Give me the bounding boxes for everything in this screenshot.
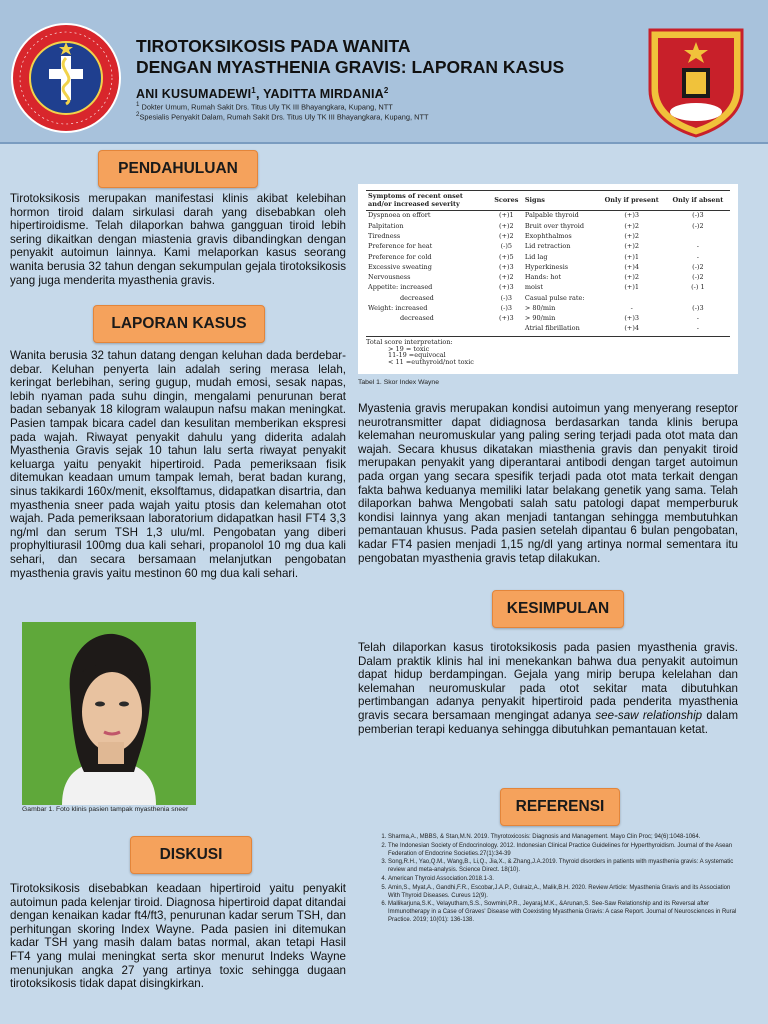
reference-item: 2. The Indonesian Society of Endocrinology. 2012. Indonesian Clinical Practice Guidelines for Hyperthyroidism. Journal of the Asean Federation of Endocrine Societies.27(1):34-39 [388, 843, 742, 859]
table-cell: (+)3 [498, 314, 514, 323]
table-header: Scores [490, 191, 523, 211]
affiliation-2: $^2$Spesialis Penyakit Dalam, Rumah Sakit Drs. Titus Uly TK III Bhayangkara, Kupang, NTT [136, 111, 429, 122]
table-cell: (-)2 [692, 262, 704, 271]
table-cell: Preference for heat [368, 242, 433, 251]
reference-item: 5. Amin,S., Myat,A., Gandhi,F.R., Escobar,J.A.P., Gulraiz,A., Malik,B.H. 2020. Review Article: Myasthenia Gravis and its Association With Thyroid Diseases. Cureus 12(9). [388, 885, 742, 901]
table-cell: (+)2 [498, 273, 514, 282]
table-cell: Lid lag [524, 252, 548, 261]
table-cell [666, 232, 730, 242]
interp-line: 11-19 =equivocal [388, 351, 446, 360]
table-row [366, 293, 730, 303]
affiliation-1: $^1$ Dokter Umum, Rumah Sakit Drs. Titus Uly TK III Bhayangkara, Kupang, NTT [136, 101, 393, 112]
table-cell: (+)2 [498, 221, 514, 230]
table-cell: (+)3 [624, 211, 639, 220]
interp-line: > 19 = toxic [388, 344, 430, 353]
table-cell: (+)5 [498, 252, 514, 261]
table-cell: Nervousness [368, 273, 411, 282]
table-cell: (-)3 [692, 211, 704, 220]
table-row [366, 242, 730, 252]
wayne-index-table [358, 184, 738, 374]
table-cell [666, 293, 730, 303]
table-cell: decreased [400, 293, 434, 302]
pendahuluan-text: Tirotoksikosis merupakan manifestasi klinis akibat kelebihan hormon tiroid dalam sirkulasi darah yang disebabkan oleh hipertiroidisme. Telah dilaporkan bahwa gangguan tiroid lebih sering dikaitkan dengan miastenia gravis dibandingkan dengan penyakit autoimun lainnya. Kami melaporkan kasus seorang wanita berusia 32 tahun dengan sekumpulan gejala tirotoksikosis yang juga menderita myasthenia gravis. [10, 192, 346, 287]
section-referensi: REFERENSI [500, 788, 620, 826]
table-cell [490, 324, 523, 334]
table-row [366, 273, 730, 283]
table-header: Symptoms of recent onset and/or increased severity [366, 191, 490, 211]
table-row [366, 324, 730, 334]
table-cell: Palpable thyroid [524, 211, 579, 220]
diskusi-text: Tirotoksikosis disebabkan keadaan hipertiroid yaitu penyakit autoimun pada kelenjar tiroid. Diagnosa hipertiroid dapat ditandai dengan kenaikan kadar ft4/ft3, penurunan kadar serum TSH, dan perhitungan skoring Index Wayne. Pada pasien ini ditemukan kadar TSH yang masih dalam batas normal, akan tetapi Hasil FT4 yang mulai meningkat serta skor menurut Indeks Wayne menunjukan angka 27 yang artinya toxic sehingga dugaan tirotoksikosis tidak dapat disingkirkan. [10, 882, 346, 991]
table-cell: (-)3 [500, 293, 512, 302]
section-kesimpulan: KESIMPULAN [492, 590, 624, 628]
table-cell: (+)1 [624, 252, 639, 261]
kesimpulan-text: Telah dilaporkan kasus tirotoksikosis pada pasien myasthenia gravis. Dalam praktik klinis hal ini menekankan bahwa dua penyakit autoimun dapat hidup berdampingan. Gejala yang mirip berupa kelelahan dan kelemahan neuromuskular pada otot sekitar mata dibutuhkan pertimbangan adanya penyakit hipertiroid pada penderita myasthenia gravis secara bersamaan mengingat adanya see-saw relationship dalam pemberian terapi keduanya sehingga dibutuhkan pemantauan ketat. [358, 641, 738, 736]
table-cell: Excessive sweating [368, 262, 432, 271]
authors [136, 86, 389, 101]
table-cell: - [696, 242, 699, 251]
see-saw-term: see-saw relationship [595, 708, 703, 722]
table-row [366, 262, 730, 272]
table-row [366, 221, 730, 231]
table-cell: Bruit over thyroid [524, 221, 585, 230]
interp-head: Total score interpretation: [366, 338, 453, 347]
patient-portrait-icon [22, 622, 196, 805]
table-cell: - [696, 324, 699, 333]
reference-item: 1. Sharma,A., MBBS, & Stan,M.N. 2019. Thyrotoxicosis: Diagnosis and Management. Mayo Clin Proc; 94(6):1048-1064. [388, 834, 742, 842]
reference-item: 4. American Thyroid Association.2018.1-3. [388, 876, 742, 884]
table-cell: (+)3 [498, 283, 514, 292]
table-cell: Appetite: increased [368, 283, 433, 292]
table-cell: (-)5 [500, 242, 512, 251]
table-cell: Dyspnoea on effort [368, 211, 431, 220]
table-cell: (-)2 [692, 273, 704, 282]
title-line-1: TIROTOKSIKOSIS PADA WANITA [136, 36, 411, 56]
table-cell: - [630, 303, 633, 312]
table-row [366, 314, 730, 324]
interp-line: < 11 =euthyroid/not toxic [388, 357, 474, 366]
title-line-2: DENGAN MYASTHENIA GRAVIS: LAPORAN KASUS [136, 57, 565, 77]
section-diskusi: DISKUSI [130, 836, 252, 874]
reference-item: 3. Song,R.H., Yao,Q.M., Wang,B., Li,Q., Jia,X., & Zhang,J.A.2019. Thyroid disorders in patients with myasthenia gravis: A systematic review and meta-analysis. Science Direct. 18(10). [388, 859, 742, 875]
reference-item: 6. Mallikarjuna,S.K., Velayutham,S.S., Sowmini,P.R., Jeyaraj,M.K., &Arunan,S. See-Saw Relationship and its Reversal after Immunotherapy in a Case of Graves' Disease with Coexisting Myasthenia Gravis: A case Report. Journal of Neurosciences in Rural Practice. 2019; 10(01): 136-138. [388, 901, 742, 924]
author-2: , YADITTA MIRDANIA [255, 87, 384, 102]
table-row [366, 252, 730, 262]
author-1: ANI KUSUMADEWI [136, 87, 252, 102]
regional-emblem-icon [636, 20, 756, 138]
myastenia-text: Myastenia gravis merupakan kondisi autoimun yang menyerang reseptor neurotransmitter dapat didiagnosa berdasarkan tanda klinis berupa kelemahan neuromuskular yang paling sering terjadi pada otot mata dan wajah. Secara khusus dikatakan miasthenia gravis dan penyakit tiroid merupakan penyakit yang diperantarai antibodi dengan target autoimun pada organ yang secara spesifik terjadi pada otot mata terkait dengan fakta bahwa keduanya memiliki latar belakang genetik yang sama. Telah dilaporkan bahwa Mengobati salah satu patologi dapat memperburuk kondisi lainnya yang akan menjadi tantangan sehingga membutuhkan pemantauan khusus. Pada pasien setelah dipantau 6 bulan pengobatan, kadar FT4 pasien menjadi 1,15 ng/dl yang artinya normal sementara itu pengobatan myasthenia gravis tetap dilakukan. [358, 402, 738, 565]
author-1-sup: 1 [251, 86, 256, 95]
table-cell: Atrial fibrillation [524, 324, 580, 333]
table-cell: (+)2 [624, 221, 639, 230]
table-cell: Hands: hot [524, 273, 562, 282]
table-cell: (-)3 [500, 303, 512, 312]
table-cell [598, 293, 666, 303]
table-row [366, 211, 730, 222]
section-laporan-kasus: LAPORAN KASUS [93, 305, 265, 343]
poster-title [136, 36, 626, 78]
table-cell: - [696, 314, 699, 323]
table-cell: (+)2 [624, 242, 639, 251]
table-cell: (+)4 [624, 324, 639, 333]
score-interpretation [366, 336, 730, 365]
table-row [366, 283, 730, 293]
reference-list [370, 834, 742, 926]
table-cell: (+)3 [624, 314, 639, 323]
table-cell: (-) 1 [691, 283, 705, 292]
patient-photo [22, 622, 196, 805]
laporan-kasus-text: Wanita berusia 32 tahun datang dengan keluhan dada berdebar-debar. Keluhan penyerta lain adalah sering merasa lelah, keringat berlebihan, sering gugup, mudah emosi, sesak napas, lebih nyaman pada suhu dingin, mengalami penurunan berat badan sebanyak 18 kilogram walaupun nafsu makan meningkat. Pasien tampak bicara cadel dan kesulitan memberikan ekspresi pada wajah. Riwayat penyakit dahulu yang diderita adalah Myasthenia Gravis sejak 10 tahun lalu serta riwayat penyakit keluarga yaitu penyakit hipertiroid. Pada pemeriksaan fisik ditemukan keadaan umum tampak lemah, berat badan kurang, sinus takikardi 160x/menit, eksolftamus, didapatkan disartria, dan myasthenia sneer pada wajah yaitu ptosis dan kelemahan otot wajah. Pada pemeriksaan laboratorium didapatkan hasil FT4 3,3 ng/ml dan serum TSH 1,3 ulu/ml. Pengobatan yang diberi prophyltiurasil 100mg dua kali sehari, propanolol 10 mg dua kali sehari, dan secara bersamaan melanjutkan pengobatan myasthenia gravis yaitu mestinon 60 mg dua kali sehari. [10, 349, 346, 580]
table-cell: (+)4 [624, 262, 639, 271]
table-header-row [366, 191, 730, 211]
table-cell: moist [524, 283, 543, 292]
table-cell: - [696, 252, 699, 261]
section-pendahuluan: PENDAHULUAN [98, 150, 258, 188]
table-cell: > 90/min [524, 314, 556, 323]
table-cell: (+)3 [498, 262, 514, 271]
table-cell: (-)3 [692, 303, 704, 312]
table-cell: Lid retraction [524, 242, 571, 251]
table-caption: Tabel 1. Skor Index Wayne [358, 379, 439, 386]
table-header: Only if present [598, 191, 666, 211]
table-cell: (+)2 [498, 231, 514, 240]
table-cell: (-)2 [692, 221, 704, 230]
table-cell: Palpitation [368, 221, 404, 230]
table-row [366, 232, 730, 242]
table-cell: Weight: increased [368, 303, 428, 312]
hospital-logo-icon [10, 22, 122, 134]
table-cell: Preference for cold [368, 252, 432, 261]
table-cell: decreased [400, 314, 434, 323]
table-cell: (+)2 [624, 273, 639, 282]
table-cell: Hyperkinesis [524, 262, 569, 271]
table-cell: Casual pulse rate: [524, 293, 585, 302]
author-2-sup: 2 [383, 86, 389, 95]
photo-caption: Gambar 1. Foto klinis pasien tampak myasthenia sneer [22, 806, 189, 813]
table-header: Only if absent [666, 191, 730, 211]
table-cell: (+)1 [624, 283, 639, 292]
table-cell [366, 324, 490, 334]
table-cell: (+)1 [498, 211, 514, 220]
table-cell: (+)2 [624, 231, 639, 240]
table-cell: > 80/min [524, 303, 556, 312]
table-cell: Tiredness [368, 231, 401, 240]
table-cell: Exophthalmos [524, 231, 572, 240]
table-header: Signs [523, 191, 598, 211]
table-row [366, 304, 730, 314]
poster-header [0, 0, 768, 144]
